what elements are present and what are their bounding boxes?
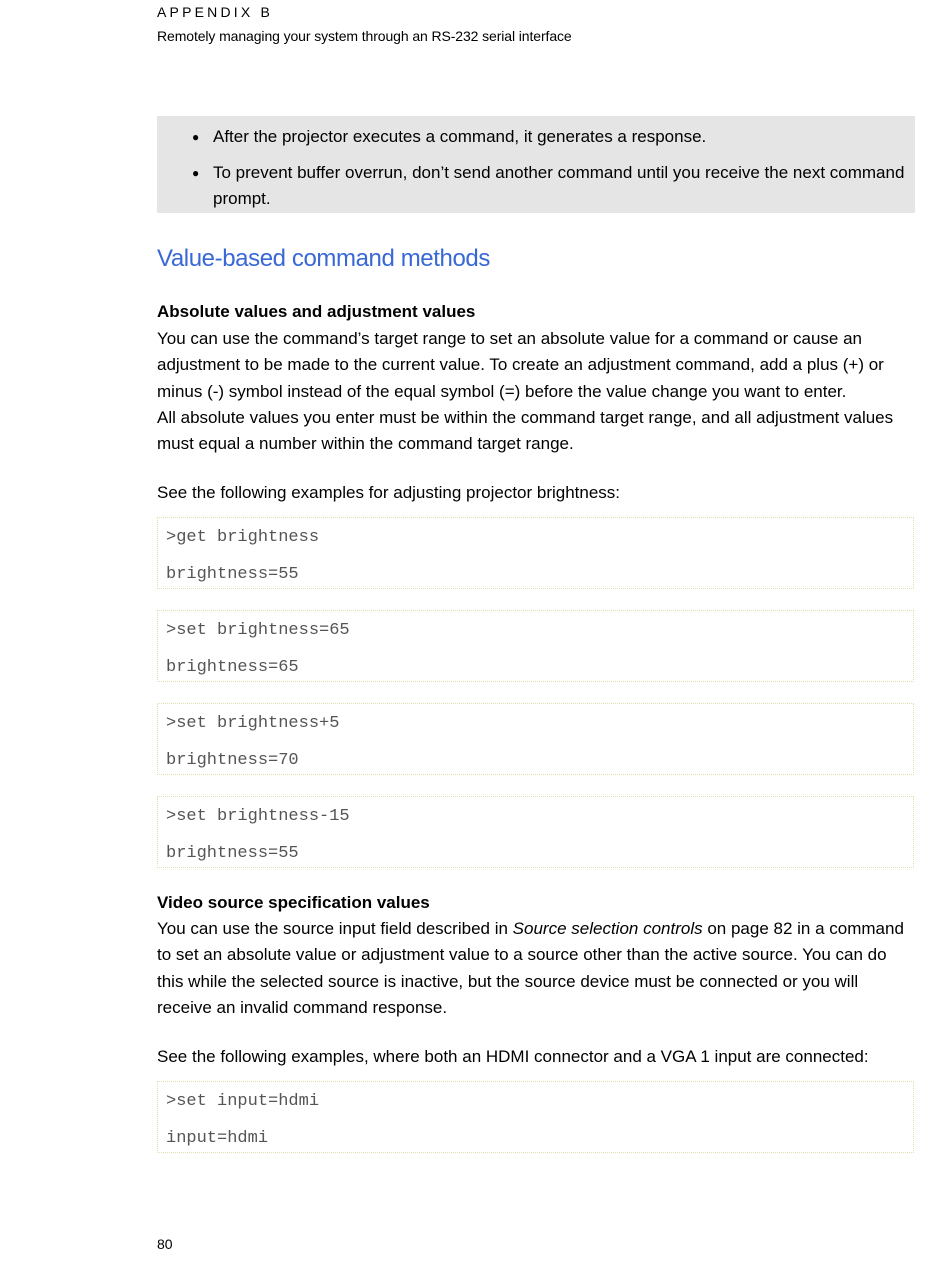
code-command: >get brightness [166,528,320,547]
appendix-label: APPENDIX B [157,4,274,20]
paragraph-text: You can use the source input field described in [157,919,513,938]
paragraph-input-examples-intro: See the following examples, where both an HDMI connector and a VGA 1 input are connected: [157,1047,869,1066]
paragraph-brightness-examples-intro: See the following examples for adjusting projector brightness: [157,483,621,502]
code-command: >set brightness-15 [166,807,350,826]
cross-reference-link[interactable]: Source selection controls [512,919,703,938]
section-heading: Value-based command methods [157,245,490,272]
code-example-box [157,610,914,682]
bullet-icon: ● [192,130,200,144]
code-example-box [157,1081,914,1153]
paragraph-text: on page 82 in a command to set an absolute value or adjustment value to a source other than the active source. You can do this while the selected source is inactive, but the source device must be connected or you will receive an invalid command response. [157,919,904,1017]
note-bullet-text: After the projector executes a command, it generates a response. [213,127,707,146]
note-box [157,116,915,213]
paragraph-absolute-1: You can use the command’s target range to set an absolute value for a command or cause an adjustment to be made to the current value. To create an adjustment command, add a plus (+) or minus (-) symbol instead of the equal symbol (=) before the value change you want to enter. [157,329,884,401]
code-command: >set brightness=65 [166,621,350,640]
code-response: brightness=65 [166,658,299,677]
code-response: input=hdmi [166,1129,269,1148]
code-example-box [157,517,914,589]
note-bullet-text: To prevent buffer overrun, don’t send another command until you receive the next command prompt. [213,163,905,208]
subheading-absolute-values: Absolute values and adjustment values [157,302,476,321]
paragraph-absolute-2: All absolute values you enter must be within the command target range, and all adjustment values must equal a number within the command target range. [157,408,894,454]
code-example-box [157,703,914,775]
subheading-video-source: Video source specification values [157,893,430,912]
code-response: brightness=55 [166,565,299,584]
code-response: brightness=70 [166,751,299,770]
page-number: 80 [157,1236,173,1252]
code-response: brightness=55 [166,844,299,863]
bullet-icon: ● [192,166,200,180]
chapter-subtitle: Remotely managing your system through an RS-232 serial interface [157,28,572,44]
paragraph-video-source [157,916,917,1021]
code-command: >set brightness+5 [166,714,340,733]
code-example-box [157,796,914,868]
code-command: >set input=hdmi [166,1092,320,1111]
